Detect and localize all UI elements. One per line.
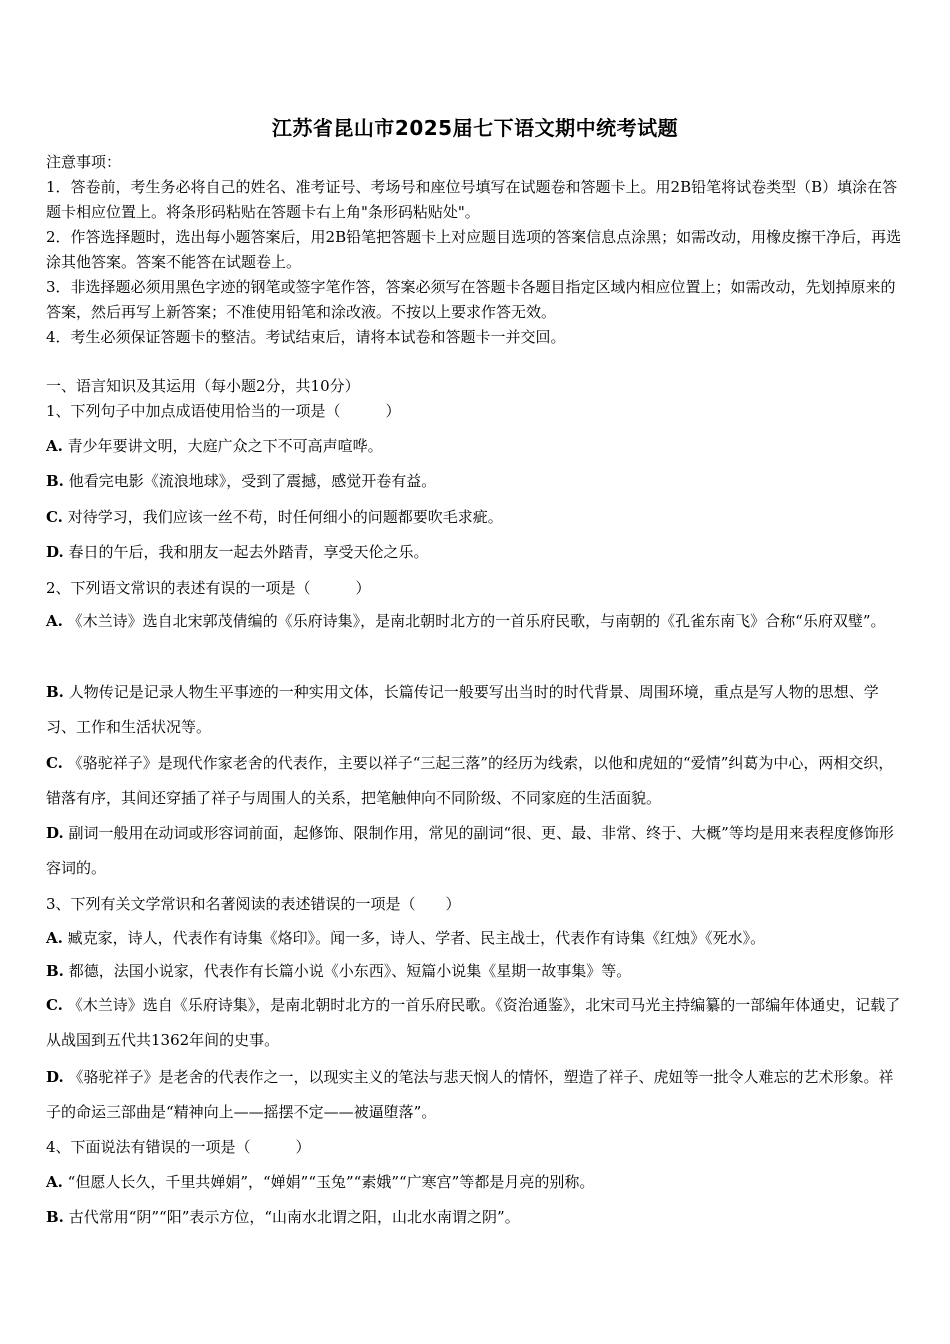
section-heading: 一、语言知识及其运用（每小题2分，共10分） (46, 377, 360, 395)
question-stem: 3、下列有关文学常识和名著阅读的表述错误的一项是（ ） (46, 895, 461, 913)
notice-item: 1．答卷前，考生务必将自己的姓名、准考证号、考场号和座位号填写在试题卷和答题卡上。用2B铅笔将试卷类型（B）填涂在答题卡相应位置上。将条形码粘贴在答题卡右上角"条形码粘贴处"。 (46, 178, 898, 221)
option-text: 《木兰诗》选自《乐府诗集》，是南北朝时北方的一首乐府民歌。《资治通鉴》，北宋司马光主持编纂的一部编年体通史，记载了从战国到五代共1362年间的史事。 (46, 996, 901, 1049)
option-text: “但愿人长久，千里共婵娟”，“婵娟”“玉兔”“素娥”“广寒宫”等都是月亮的别称。 (67, 1173, 595, 1191)
option-label: A. (46, 1173, 63, 1191)
question-stem: 2、下列语文常识的表述有误的一项是（ ） (46, 579, 371, 597)
option-label: A. (46, 437, 63, 455)
notice-item: 3．非选择题必须用黑色字迹的钢笔或签字笔作答，答案必须写在答题卡各题目指定区域内相应位置上；如需改动，先划掉原来的答案，然后再写上新答案；不准使用铅笔和涂改液。不按以上要求作答无效。 (46, 278, 896, 321)
question-option (46, 1171, 908, 1193)
option-label: A. (46, 612, 63, 630)
option-text: 《木兰诗》选自北宋郭茂倩编的《乐府诗集》，是南北朝时北方的一首乐府民歌，与南朝的《孔雀东南飞》合称“乐府双璧”。 (67, 612, 886, 630)
option-label: D. (46, 1068, 64, 1086)
option-text: 古代常用“阴”“阳”表示方位，“山南水北谓之阳，山北水南谓之阴”。 (68, 1208, 520, 1226)
question-option (46, 960, 908, 982)
question-option (46, 1206, 908, 1228)
option-label: B. (46, 472, 64, 490)
option-text: 《骆驼祥子》是现代作家老舍的代表作，主要以祥子“三起三落”的经历为线索，以他和虎妞的“爱情”纠葛为中心，两相交织，错落有序，其间还穿插了祥子与周围人的关系，把笔触伸向不同阶级、不同家庭的生活面貌。 (46, 754, 894, 807)
question-option (46, 746, 908, 816)
option-label: B. (46, 683, 64, 701)
question-option (46, 604, 908, 639)
question-option (46, 435, 908, 457)
option-label: C. (46, 996, 63, 1014)
question-option (46, 675, 908, 745)
option-label: D. (46, 824, 64, 842)
question-option (46, 1060, 908, 1130)
option-text: 他看完电影《流浪地球》，受到了震撼，感觉开卷有益。 (68, 472, 437, 490)
question-option (46, 988, 908, 1058)
option-label: C. (46, 508, 63, 526)
option-label: C. (46, 754, 63, 772)
option-text: 都德，法国小说家，代表作有长篇小说《小东西》、短篇小说集《星期一故事集》等。 (68, 962, 632, 980)
question-stem: 4、下面说法有错误的一项是（ ） (46, 1138, 311, 1156)
notice-item: 4．考生必须保证答题卡的整洁。考试结束后，请将本试卷和答题卡一并交回。 (46, 328, 566, 346)
option-text: 副词一般用在动词或形容词前面，起修饰、限制作用，常见的副词“很、更、最、非常、终于、大概”等均是用来表程度修饰形容词的。 (46, 824, 894, 877)
option-text: 人物传记是记录人物生平事迹的一种实用文体，长篇传记一般要写出当时的时代背景、周围环境，重点是写人物的思想、学习、工作和生活状况等。 (46, 683, 879, 736)
notice-item: 2．作答选择题时，选出每小题答案后，用2B铅笔把答题卡上对应题目选项的答案信息点涂黑；如需改动，用橡皮擦干净后，再选涂其他答案。答案不能答在试题卷上。 (46, 228, 902, 271)
option-label: B. (46, 962, 64, 980)
notice-heading: 注意事项： (46, 153, 122, 171)
question-option (46, 470, 908, 492)
question-option (46, 506, 908, 528)
option-label: A. (46, 929, 63, 947)
option-label: B. (46, 1208, 64, 1226)
option-text: 《骆驼祥子》是老舍的代表作之一，以现实主义的笔法与悲天悯人的情怀，塑造了祥子、虎妞等一批令人难忘的艺术形象。祥子的命运三部曲是“精神向上——摇摆不定——被逼堕落”。 (46, 1068, 894, 1121)
question-option (46, 927, 908, 949)
option-text: 青少年要讲文明，大庭广众之下不可高声喧哗。 (67, 437, 383, 455)
question-option (46, 816, 908, 886)
option-text: 春日的午后，我和朋友一起去外踏青，享受天伦之乐。 (68, 543, 429, 561)
option-label: D. (46, 543, 64, 561)
notice-section (46, 150, 908, 350)
option-text: 对待学习，我们应该一丝不苟，时任何细小的问题都要吹毛求疵。 (67, 508, 503, 526)
option-text: 臧克家，诗人，代表作有诗集《烙印》。闻一多，诗人、学者、民主战士，代表作有诗集《红烛》《死水》。 (67, 929, 766, 947)
question-option (46, 541, 908, 563)
question-stem: 1、下列句子中加点成语使用恰当的一项是（ ） (46, 402, 401, 420)
page-title: 江苏省昆山市2025届七下语文期中统考试题 (271, 116, 679, 140)
